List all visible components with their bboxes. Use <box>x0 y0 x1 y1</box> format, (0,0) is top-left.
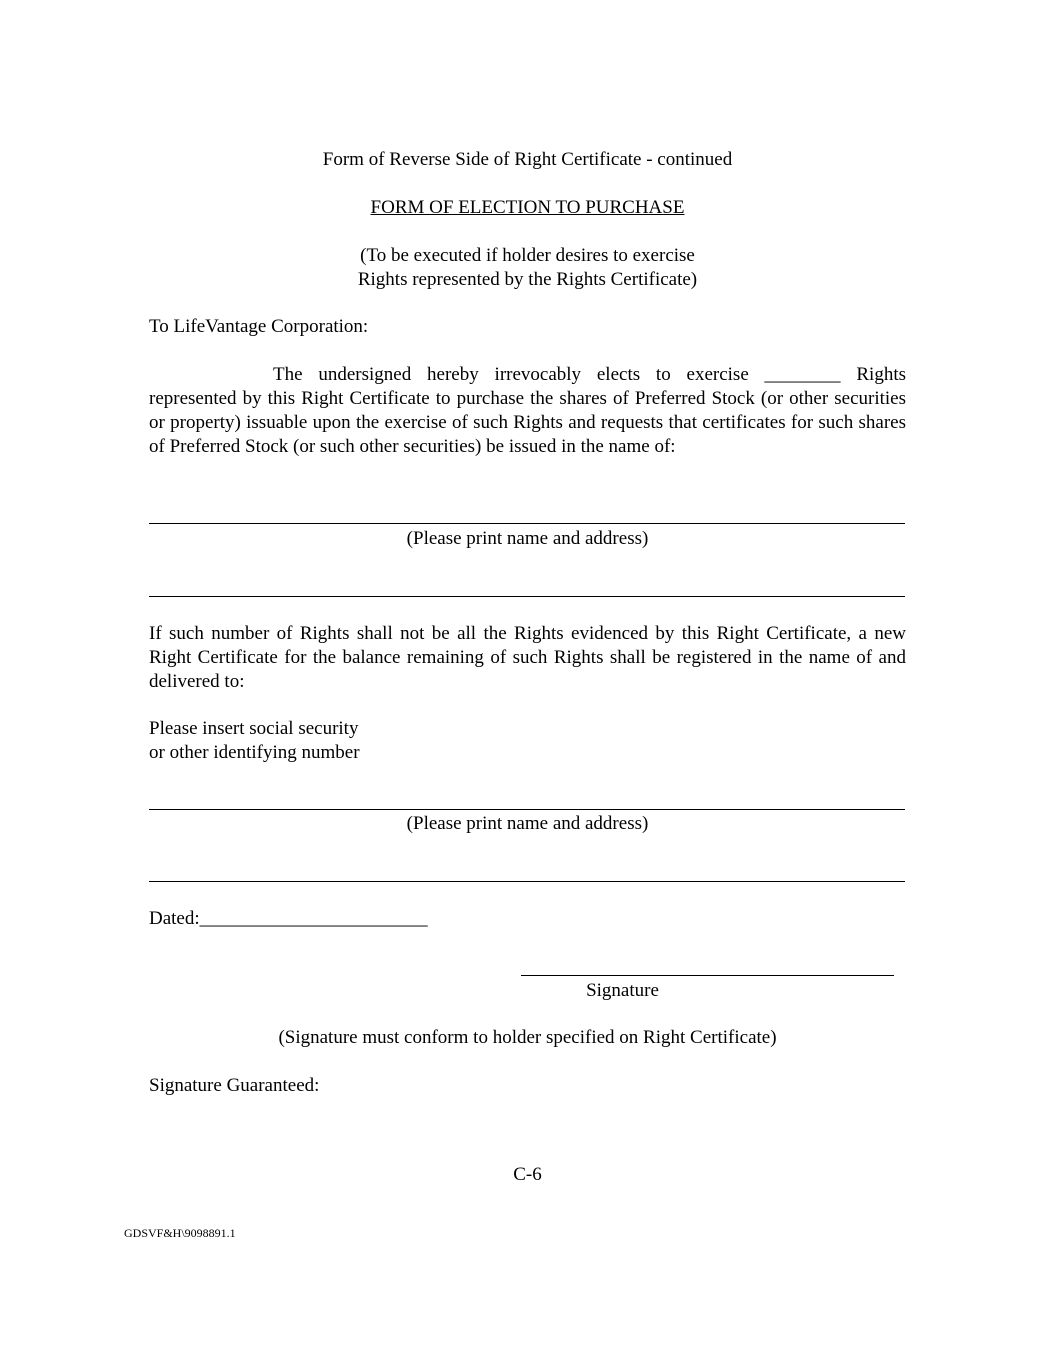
signature-label: Signature <box>586 980 659 1001</box>
form-title-text: FORM OF ELECTION TO PURCHASE <box>370 197 685 218</box>
signature-line[interactable] <box>521 975 894 976</box>
dated-field[interactable]: Dated:________________________ <box>149 908 428 929</box>
instruction-line-1: (To be executed if holder desires to exercise <box>360 245 695 266</box>
name-address-line-1[interactable] <box>149 523 905 524</box>
name-address-line-4[interactable] <box>149 881 905 882</box>
ssn-prompt-line-2: or other identifying number <box>149 742 360 763</box>
name-address-caption-1: (Please print name and address) <box>406 528 649 549</box>
addressee: To LifeVantage Corporation: <box>149 316 369 337</box>
election-paragraph: The undersigned hereby irrevocably elects to exercise ________ Rights represented by this Right Certificate to purchase the shares of Preferred Stock (or other securities or property) issuable upon the exercise of such Rights and requests that certificates for such shares of Preferred Stock (or such other securities) be issued in the name of: <box>149 364 906 457</box>
name-address-caption-2: (Please print name and address) <box>406 813 649 834</box>
page-number: C-6 <box>513 1164 542 1185</box>
name-address-line-2[interactable] <box>149 596 905 597</box>
document-id: GDSVF&H\9098891.1 <box>124 1226 236 1240</box>
signature-guaranteed-label: Signature Guaranteed: <box>149 1075 320 1096</box>
signature-note: (Signature must conform to holder specified on Right Certificate) <box>278 1027 777 1048</box>
continued-title: Form of Reverse Side of Right Certificate - continued <box>322 149 733 170</box>
instruction-line-2: Rights represented by the Rights Certificate) <box>357 269 698 290</box>
balance-paragraph: If such number of Rights shall not be all the Rights evidenced by this Right Certificate, a new Right Certificate for the balance remaining of such Rights shall be registered in the name of and delivered to: <box>149 623 906 692</box>
form-title <box>0 196 1055 220</box>
name-address-line-3[interactable] <box>149 809 905 810</box>
ssn-prompt-line-1: Please insert social security <box>149 718 359 739</box>
